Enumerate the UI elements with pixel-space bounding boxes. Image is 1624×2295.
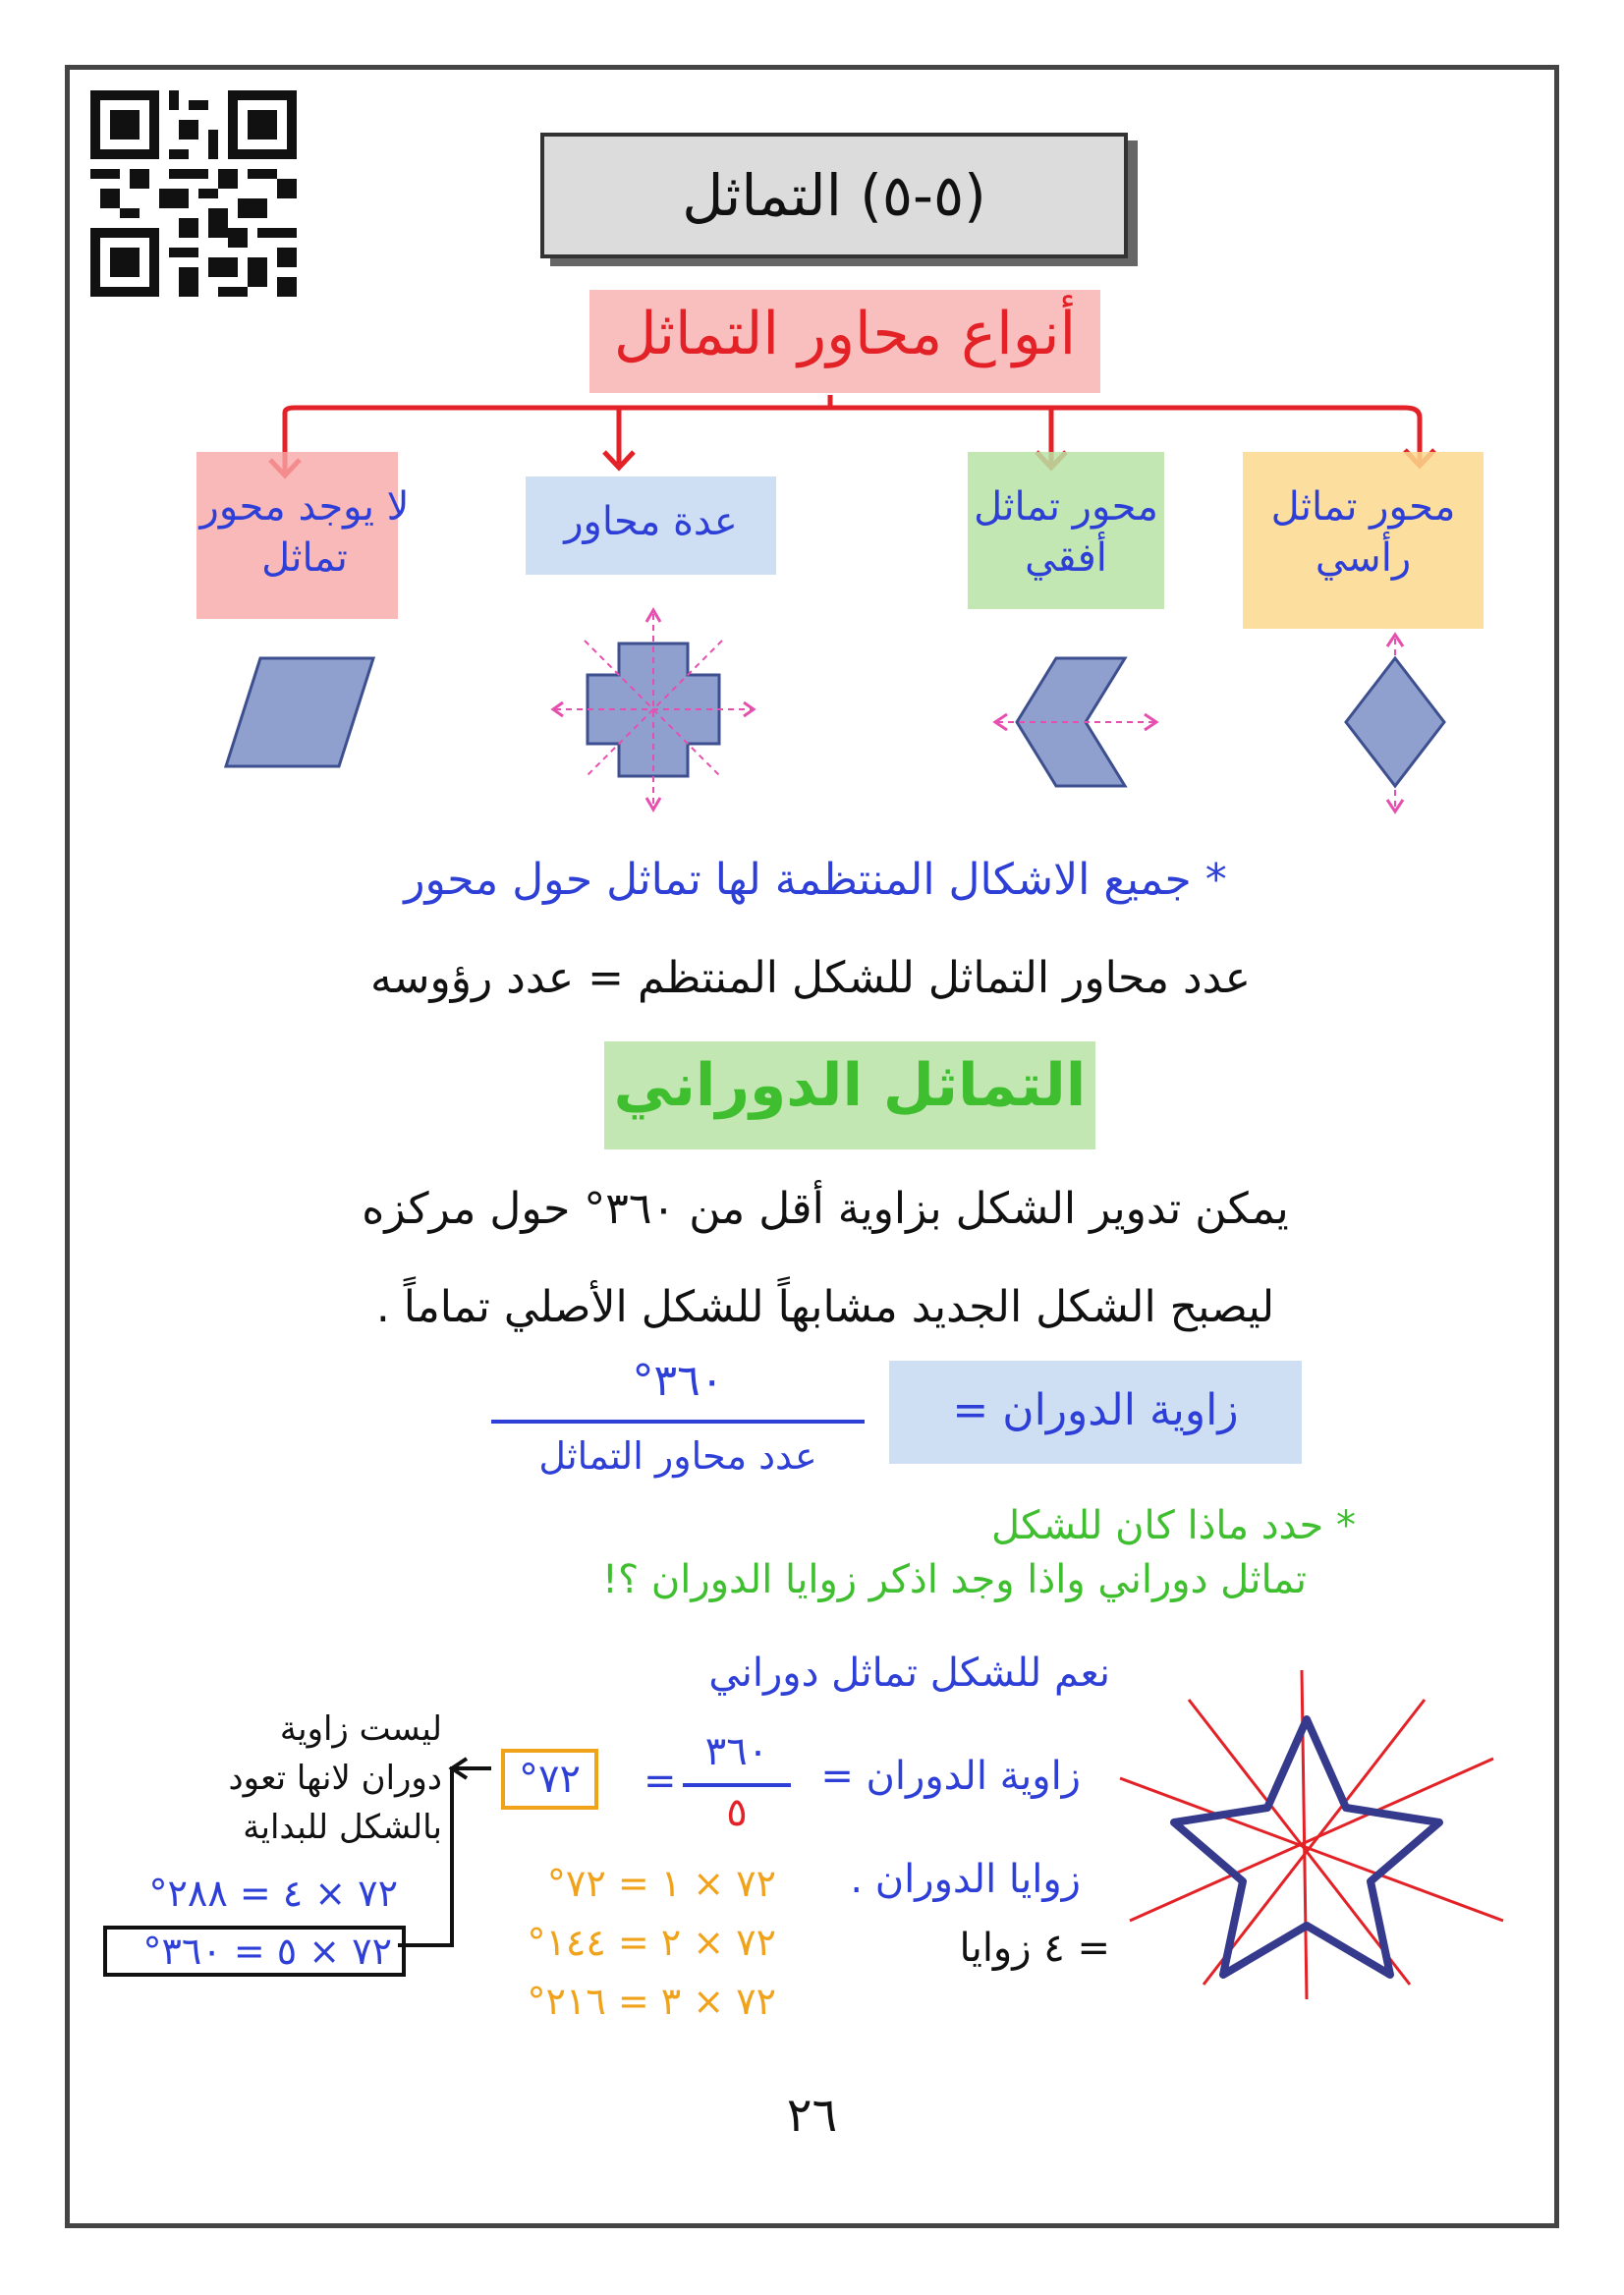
- product-row: ٧٢ × ١ = ٧٢°: [546, 1862, 776, 1905]
- category-none: [192, 481, 418, 584]
- axes-count-rule: عدد محاور التماثل للشكل المنتظم = عدد رؤوسه: [370, 953, 1251, 1003]
- category-label: عدة محاور: [564, 499, 738, 544]
- side-product-row: ٧٢ × ٤ = ٢٨٨°: [148, 1872, 398, 1915]
- definition-line-1: يمكن تدوير الشكل بزاوية أقل من ٣٦٠° حول مركزه: [362, 1184, 1289, 1234]
- product-row: ٧٢ × ٣ = ٢١٦°: [527, 1980, 776, 2023]
- product-row: ٧٢ × ٢ = ١٤٤°: [527, 1921, 776, 1964]
- category-vertical: [1243, 481, 1484, 584]
- types-heading: أنواع محاور التماثل: [613, 300, 1077, 368]
- side-note-line: دوران لانها تعود: [228, 1759, 442, 1798]
- calc-result: ٧٢°: [501, 1749, 598, 1810]
- rotational-heading: التماثل الدوراني: [613, 1051, 1087, 1120]
- category-horizontal: [958, 481, 1174, 584]
- category-multiple: [526, 496, 776, 547]
- kite-vertical-axis-shape: [1336, 629, 1454, 815]
- formula-numerator: ٣٦٠°: [632, 1356, 724, 1406]
- regular-shapes-note: * جميع الاشكال المنتظمة لها تماثل حول محور: [404, 855, 1227, 905]
- chevron-horizontal-axis-shape: [992, 648, 1159, 796]
- page-number: ٢٦: [786, 2088, 838, 2143]
- page-title: (٥-٥) التماثل: [540, 133, 1128, 258]
- question-line-1: * حدد ماذا كان للشكل: [990, 1503, 1356, 1548]
- calc-fraction-bar: [683, 1783, 791, 1787]
- calc-label: زاوية الدوران =: [820, 1754, 1081, 1799]
- side-note-line: ليست زاوية: [279, 1709, 442, 1749]
- cross-multiple-axes-shape: [550, 604, 756, 815]
- category-label: محور تماثل: [1270, 484, 1456, 530]
- category-label: رأسي: [1315, 535, 1412, 581]
- category-label: لا يوجد محور: [199, 484, 410, 530]
- angles-count: = ٤ زوايا: [959, 1926, 1110, 1971]
- star-rotational-symmetry-shape: [1110, 1660, 1523, 2014]
- category-label: أفقي: [1025, 535, 1107, 581]
- side-note-line: بالشكل للبداية: [243, 1808, 442, 1847]
- calc-denominator: ٥: [726, 1790, 748, 1835]
- category-label: محور تماثل: [974, 484, 1158, 530]
- calc-equals: =: [644, 1759, 677, 1804]
- answer-text: نعم للشكل تماثل دوراني: [708, 1651, 1110, 1696]
- side-note: [108, 1705, 442, 1852]
- question-line-2: تماثل دوراني واذا وجد اذكر زوايا الدوران ؟!: [601, 1557, 1307, 1602]
- side-note-bracket: [393, 1749, 501, 1965]
- side-product-row: ٧٢ × ٥ = ٣٦٠°: [103, 1926, 406, 1977]
- angles-label: زوايا الدوران .: [850, 1857, 1081, 1902]
- category-label: تماثل: [261, 535, 348, 581]
- formula-label: زاوية الدوران =: [952, 1385, 1239, 1435]
- qr-code-icon: [90, 90, 297, 297]
- formula-fraction-bar: [491, 1420, 865, 1424]
- calc-numerator: ٣٦٠: [704, 1729, 769, 1774]
- formula-denominator: عدد محاور التماثل: [538, 1434, 817, 1478]
- definition-line-2: ليصبح الشكل الجديد مشابهاً للشكل الأصلي تماماً .: [375, 1282, 1275, 1332]
- parallelogram-no-axis-shape: [221, 653, 378, 771]
